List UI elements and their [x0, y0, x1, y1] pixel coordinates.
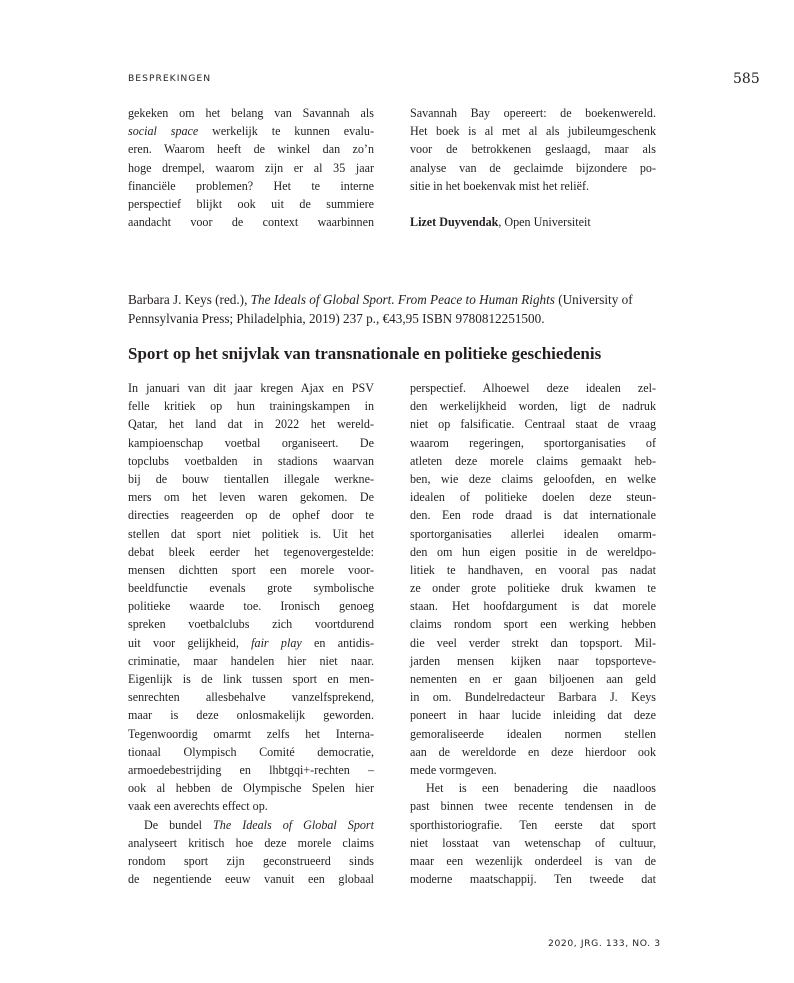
text-line: rondom sport zijn geconstrueerd sinds: [128, 853, 374, 868]
text-line: aan de wereldorde en deze hierdoor ook: [410, 744, 656, 759]
text-line: aandacht voor de context waarbinnen: [128, 215, 374, 230]
text-line: kampioenschap voetbal organiseert. De: [128, 435, 374, 450]
text-line: perspectief. Alhoewel deze idealen zel-: [410, 381, 656, 395]
text-line: perspectief blijkt ook uit de summiere: [128, 196, 374, 211]
text-line: Savannah Bay opereert: de boekenwereld.: [410, 106, 656, 120]
text-line: Qatar, het land dat in 2022 het wereld-: [128, 417, 374, 432]
text-line: Het boek is al met al als jubileumgeschenk: [410, 124, 656, 139]
italic-phrase: fair play: [251, 635, 302, 650]
text-line: idealen of politieke doelen deze steun-: [410, 490, 656, 505]
bib-editor: Barbara J. Keys (red.),: [128, 292, 251, 307]
reviewer-affiliation: , Open Universiteit: [498, 214, 591, 229]
text-segment: en antidis-: [301, 635, 374, 650]
text-line: past binnen twee recente tendensen in de: [410, 799, 656, 814]
text-line: ben, wie deze claims geloofden, en welke: [410, 471, 656, 486]
reviewer-name: Lizet Duyvendak: [410, 214, 499, 229]
text-line: niet op falsificatie. Centraal staat de vraag: [410, 417, 656, 432]
text-line: Eigenlijk is de link tussen sport en men-: [128, 672, 374, 686]
text-line: financiële problemen? Het te interne: [128, 178, 374, 193]
text-line: tionaal Olympisch Comité democratie,: [128, 744, 374, 759]
text-line: analyse van de geclaimde bijzondere po-: [410, 160, 656, 175]
text-line: analyseert kritisch hoe deze morele claims: [128, 835, 374, 850]
text-line: niet losstaat van wetenschap of cultuur,: [410, 835, 656, 850]
text-segment: De bundel: [144, 817, 214, 832]
italic-phrase: social space: [128, 124, 199, 139]
text-line: senrechten allesbehalve vanzelfsprekend,: [128, 690, 374, 705]
text-line: mede vormgeven.: [410, 762, 497, 777]
text-line: topclubs voetbalden in stadions waarvan: [128, 453, 374, 468]
text-line: sitie in het boekenvak mist het reliëf.: [410, 178, 590, 193]
text-line: hoge drempel, waarom zijn er al 35 jaar: [128, 160, 374, 175]
text-line: sporthistoriografie. Ten eerste dat sport: [410, 817, 656, 832]
previous-review-right-column: [410, 104, 656, 231]
text-line: [128, 816, 374, 834]
text-line: maar is deze onlosmakelijk geworden.: [128, 708, 374, 723]
text-line: armoedebestrijding en lhbtgqi+-rechten –: [128, 762, 374, 777]
text-line: voor de betrokkenen geslaagd, maar als: [410, 142, 656, 157]
text-line: die veel verder strekt dan topsport. Mil-: [410, 635, 656, 650]
previous-review-right-lines: [410, 104, 656, 195]
journal-issue-footer: 2020, JRG. 133, NO. 3: [548, 938, 661, 949]
text-line: directies reageerden op de ophef door te: [128, 508, 374, 523]
text-line: politieke waarde toe. Ironisch genoeg: [128, 599, 374, 614]
text-line: gemoraliseerde idealen normen stellen: [410, 726, 656, 741]
text-line: vaak een averechts effect op.: [128, 799, 268, 814]
review-left-column: [128, 379, 374, 888]
text-line: atleten deze morele claims gemaakt heb-: [410, 453, 656, 468]
text-line: Het is een benadering die naadloos: [426, 781, 656, 796]
text-line: bij de bouw tientallen illegale werkne-: [128, 471, 374, 486]
text-line: sportorganisaties allerlei idealen omarm-: [410, 526, 656, 541]
text-line: In januari van dit jaar kregen Ajax en PSV: [128, 381, 374, 395]
text-line: de negentiende eeuw vanuit een globaal: [128, 872, 374, 887]
running-head-section: BESPREKINGEN: [128, 73, 212, 84]
text-line: in om. Bundelredacteur Barbara J. Keys: [410, 690, 656, 705]
text-segment: werkelijk te kunnen evalu-: [198, 124, 374, 139]
text-line: spreken voetbalclubs zich voortdurend: [128, 617, 374, 632]
review-title: Sport op het snijvlak van transnationale en politieke geschiedenis: [128, 344, 602, 363]
text-segment: uit voor gelijkheid,: [128, 635, 252, 650]
text-line: litiek te handhaven, en vooral pas nadat: [410, 562, 656, 577]
review-right-column: [410, 379, 656, 888]
text-line: criminatie, maar handelen hier niet naar.: [128, 653, 374, 668]
reviewer-signature: [410, 213, 656, 231]
text-line: den werkelijkheid worden, ligt de nadruk: [410, 399, 656, 414]
text-line: mers om het leven waren gekomen. De: [128, 490, 374, 505]
text-line: poneert in haar lucide inleiding dat deze: [410, 708, 656, 723]
previous-review-left-column: [128, 104, 374, 231]
bibliographic-entry: [128, 291, 668, 328]
bib-publication-details: (University of Pennsylvania Press; Philadelphia, 2019) 237 p., €43,95 ISBN 9780812251500.: [128, 292, 633, 326]
text-line: beeldfunctie evenals grote symbolische: [128, 581, 374, 596]
text-line: Tegenwoordig omarmt zelfs het Interna-: [128, 726, 374, 741]
text-line: moderne maatschappij. Ten tweede dat: [410, 872, 656, 887]
text-line: waarom regeringen, sportorganisaties of: [410, 435, 656, 450]
text-line: eren. Waarom heeft de winkel dan zo’n: [128, 142, 374, 157]
text-line: gekeken om het belang van Savannah als: [128, 106, 374, 120]
text-line: staan. Het hoofdargument is dat morele: [410, 599, 656, 614]
italic-phrase: The Ideals of Global Sport: [213, 817, 374, 832]
text-line: jarden mensen kijken naar topsporteve-: [410, 653, 656, 668]
text-line: debat bleek eerder het tegenovergestelde:: [128, 544, 374, 559]
text-line: stellen dat sport niet politiek is. Uit het: [128, 526, 374, 541]
bib-book-title: The Ideals of Global Sport. From Peace to Human Rights: [250, 292, 555, 307]
text-line: ook al hebben de Olympische Spelen hier: [128, 781, 374, 796]
page-number: 585: [733, 71, 760, 87]
text-line: ze onder grote politieke druk kwamen te: [410, 581, 656, 596]
text-line: [128, 122, 374, 140]
text-line: den om hun eigen positie in de wereldpo-: [410, 544, 656, 559]
text-line: claims rondom sport een werking hebben: [410, 617, 656, 632]
text-line: den. Een rode draad is dat internationale: [410, 508, 656, 523]
text-line: felle kritiek op hun trainingskampen in: [128, 399, 374, 414]
text-line: [128, 634, 374, 652]
text-line: nementen en er gaan biljoenen aan geld: [410, 672, 656, 686]
text-line: mensen dichtten sport een morele voor-: [128, 562, 374, 577]
text-line: maar een wezenlijk onderdeel is van de: [410, 853, 656, 868]
